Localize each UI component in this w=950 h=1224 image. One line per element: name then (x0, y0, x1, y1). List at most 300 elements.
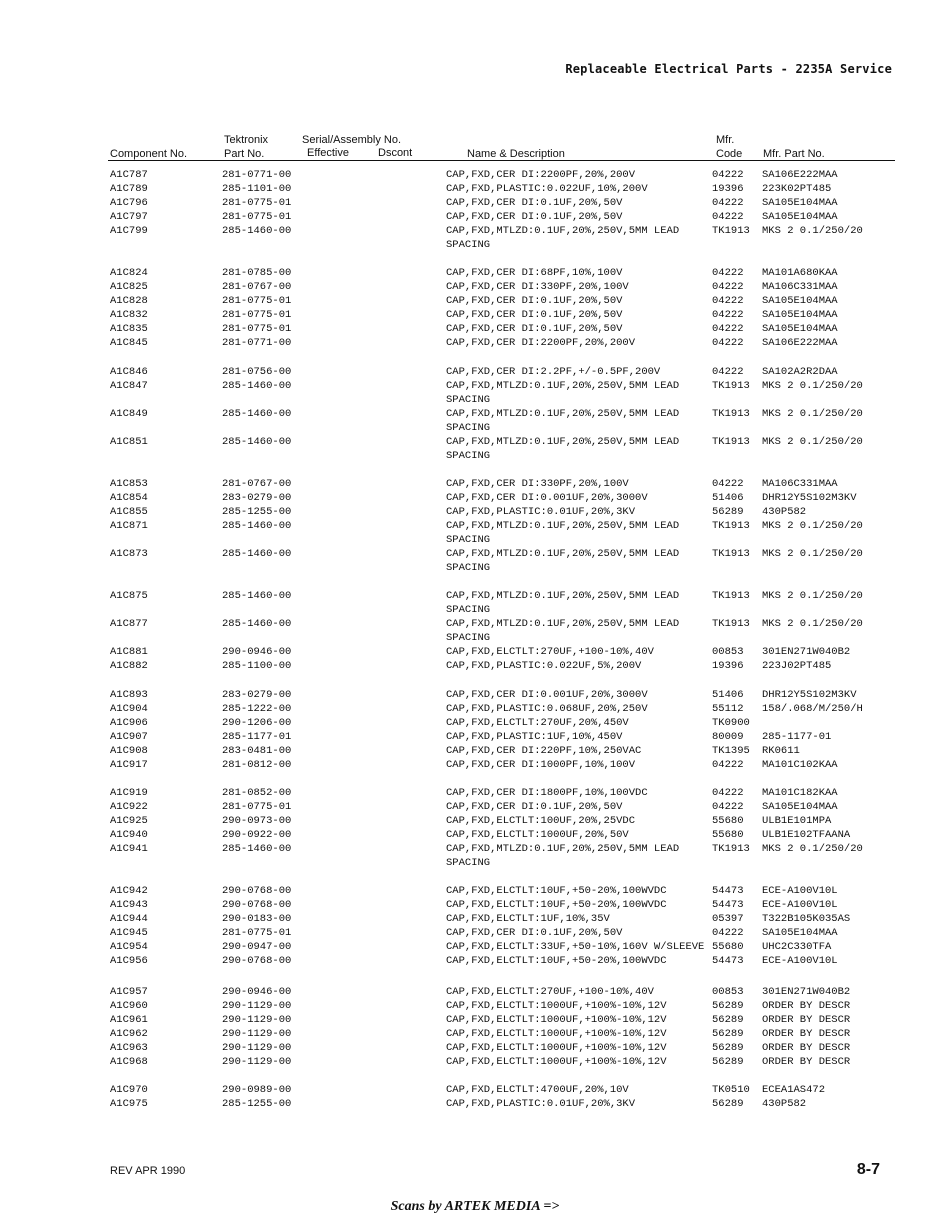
mfr-code: 04222 (712, 323, 744, 335)
component-no: A1C908 (110, 745, 148, 757)
description-continued: SPACING (446, 534, 491, 546)
part-no: 285-1101-00 (222, 183, 292, 195)
mfr-code: TK1913 (712, 408, 750, 420)
description: CAP,FXD,ELCTLT:100UF,20%,25VDC (446, 815, 636, 827)
table-row (0, 659, 950, 673)
part-no: 285-1100-00 (222, 660, 292, 672)
description: CAP,FXD,PLASTIC:0.022UF,5%,200V (446, 660, 642, 672)
mfr-part-no: 301EN271W040B2 (762, 986, 851, 998)
mfr-part-no: SA105E104MAA (762, 295, 838, 307)
component-no: A1C925 (110, 815, 148, 827)
part-no: 281-0775-01 (222, 197, 292, 209)
mfr-code: 55680 (712, 829, 744, 841)
mfr-code: 04222 (712, 267, 744, 279)
part-no: 281-0812-00 (222, 759, 292, 771)
table-row (0, 702, 950, 716)
mfr-code: 04222 (712, 801, 744, 813)
description: CAP,FXD,ELCTLT:1000UF,+100%-10%,12V (446, 1056, 667, 1068)
component-no: A1C960 (110, 1000, 148, 1012)
mfr-code: 19396 (712, 183, 744, 195)
scan-credit: Scans by ARTEK MEDIA => (390, 1199, 560, 1214)
component-no: A1C854 (110, 492, 148, 504)
mfr-part-no: 223J02PT485 (762, 660, 832, 672)
table-row (0, 379, 950, 407)
mfr-code: TK1913 (712, 843, 750, 855)
part-no: 281-0767-00 (222, 281, 292, 293)
description-continued: SPACING (446, 632, 491, 644)
description: CAP,FXD,ELCTLT:1000UF,20%,50V (446, 829, 629, 841)
component-no: A1C919 (110, 787, 148, 799)
component-no: A1C855 (110, 506, 148, 518)
part-no: 283-0279-00 (222, 492, 292, 504)
component-no: A1C799 (110, 225, 148, 237)
component-no: A1C941 (110, 843, 148, 855)
component-no: A1C940 (110, 829, 148, 841)
description: CAP,FXD,CER DI:0.1UF,20%,50V (446, 197, 623, 209)
col-part-no: Part No. (224, 148, 265, 160)
description: CAP,FXD,CER DI:0.1UF,20%,50V (446, 211, 623, 223)
table-row (0, 985, 950, 999)
description: CAP,FXD,CER DI:0.1UF,20%,50V (446, 323, 623, 335)
table-row (0, 308, 950, 322)
mfr-part-no: MKS 2 0.1/250/20 (762, 843, 863, 855)
description: CAP,FXD,CER DI:220PF,10%,250VAC (446, 745, 642, 757)
table-row (0, 814, 950, 828)
mfr-part-no: SA105E104MAA (762, 197, 838, 209)
mfr-code: TK1913 (712, 590, 750, 602)
mfr-part-no: MA106C331MAA (762, 478, 838, 490)
part-no: 281-0756-00 (222, 366, 292, 378)
description: CAP,FXD,CER DI:0.1UF,20%,50V (446, 801, 623, 813)
component-no: A1C881 (110, 646, 148, 658)
mfr-part-no: 430P582 (762, 1098, 807, 1110)
description-continued: SPACING (446, 604, 491, 616)
description: CAP,FXD,CER DI:68PF,10%,100V (446, 267, 623, 279)
component-no: A1C943 (110, 899, 148, 911)
table-row (0, 547, 950, 575)
description: CAP,FXD,MTLZD:0.1UF,20%,250V,5MM LEAD (446, 225, 680, 237)
description: CAP,FXD,MTLZD:0.1UF,20%,250V,5MM LEAD (446, 520, 680, 532)
mfr-code: 51406 (712, 689, 744, 701)
table-row (0, 294, 950, 308)
description: CAP,FXD,PLASTIC:0.01UF,20%,3KV (446, 1098, 636, 1110)
mfr-code: 04222 (712, 197, 744, 209)
mfr-part-no: ECE-A100V10L (762, 899, 838, 911)
description: CAP,FXD,ELCTLT:1000UF,+100%-10%,12V (446, 1000, 667, 1012)
table-row (0, 1027, 950, 1041)
part-no: 281-0852-00 (222, 787, 292, 799)
description: CAP,FXD,ELCTLT:33UF,+50-10%,160V W/SLEEVE (446, 941, 705, 953)
table-row (0, 477, 950, 491)
table-row (0, 435, 950, 463)
col-mfr-code: Code (716, 148, 743, 160)
col-serial: Serial/Assembly No. (302, 134, 402, 146)
mfr-code: 04222 (712, 927, 744, 939)
part-no: 281-0775-01 (222, 927, 292, 939)
part-no: 290-1129-00 (222, 1000, 292, 1012)
component-no: A1C825 (110, 281, 148, 293)
component-no: A1C847 (110, 380, 148, 392)
mfr-part-no: MKS 2 0.1/250/20 (762, 380, 863, 392)
mfr-code: 04222 (712, 337, 744, 349)
mfr-code: TK1913 (712, 618, 750, 630)
component-no: A1C789 (110, 183, 148, 195)
mfr-code: 00853 (712, 646, 744, 658)
table-row (0, 1097, 950, 1111)
description: CAP,FXD,MTLZD:0.1UF,20%,250V,5MM LEAD (446, 380, 680, 392)
part-no: 281-0775-01 (222, 309, 292, 321)
mfr-code: 56289 (712, 1056, 744, 1068)
mfr-code: 56289 (712, 1042, 744, 1054)
component-no: A1C917 (110, 759, 148, 771)
mfr-part-no: SA105E104MAA (762, 927, 838, 939)
part-no: 290-0973-00 (222, 815, 292, 827)
table-row (0, 491, 950, 505)
mfr-part-no: 223K02PT485 (762, 183, 832, 195)
part-no: 290-0183-00 (222, 913, 292, 925)
description: CAP,FXD,ELCTLT:1UF,10%,35V (446, 913, 610, 925)
part-no: 285-1460-00 (222, 408, 292, 420)
table-row (0, 926, 950, 940)
page-number: 8-7 (856, 1161, 880, 1178)
col-tektronix: Tektronix (224, 134, 269, 146)
description: CAP,FXD,MTLZD:0.1UF,20%,250V,5MM LEAD (446, 436, 680, 448)
mfr-code: 54473 (712, 955, 744, 967)
mfr-code: 04222 (712, 281, 744, 293)
mfr-code: TK1913 (712, 380, 750, 392)
mfr-part-no: ECE-A100V10L (762, 885, 838, 897)
part-no: 285-1255-00 (222, 506, 292, 518)
part-no: 290-0989-00 (222, 1084, 292, 1096)
description: CAP,FXD,MTLZD:0.1UF,20%,250V,5MM LEAD (446, 618, 680, 630)
table-row (0, 842, 950, 870)
mfr-part-no: 285-1177-01 (762, 731, 832, 743)
table-row (0, 954, 950, 968)
table-row (0, 519, 950, 547)
description-continued: SPACING (446, 239, 491, 251)
mfr-part-no: MKS 2 0.1/250/20 (762, 590, 863, 602)
mfr-code: 04222 (712, 366, 744, 378)
description: CAP,FXD,CER DI:1000PF,10%,100V (446, 759, 636, 771)
component-no: A1C975 (110, 1098, 148, 1110)
mfr-part-no: MKS 2 0.1/250/20 (762, 436, 863, 448)
mfr-part-no: ORDER BY DESCR (762, 1042, 851, 1054)
table-row (0, 716, 950, 730)
description: CAP,FXD,ELCTLT:4700UF,20%,10V (446, 1084, 629, 1096)
mfr-code: TK1913 (712, 225, 750, 237)
description: CAP,FXD,CER DI:0.1UF,20%,50V (446, 295, 623, 307)
mfr-code: 56289 (712, 1000, 744, 1012)
mfr-code: TK1395 (712, 745, 750, 757)
part-no: 290-1129-00 (222, 1014, 292, 1026)
component-no: A1C845 (110, 337, 148, 349)
mfr-code: 56289 (712, 1014, 744, 1026)
part-no: 281-0775-01 (222, 801, 292, 813)
mfr-part-no: SA105E104MAA (762, 309, 838, 321)
mfr-part-no: MKS 2 0.1/250/20 (762, 520, 863, 532)
component-no: A1C922 (110, 801, 148, 813)
component-no: A1C962 (110, 1028, 148, 1040)
table-row (0, 336, 950, 350)
part-no: 290-0946-00 (222, 986, 292, 998)
description: CAP,FXD,PLASTIC:0.068UF,20%,250V (446, 703, 648, 715)
table-row (0, 322, 950, 336)
description: CAP,FXD,PLASTIC:0.022UF,10%,200V (446, 183, 648, 195)
component-no: A1C796 (110, 197, 148, 209)
table-row (0, 828, 950, 842)
table-row (0, 365, 950, 379)
mfr-part-no: SA105E104MAA (762, 323, 838, 335)
mfr-code: TK0510 (712, 1084, 750, 1096)
description: CAP,FXD,ELCTLT:1000UF,+100%-10%,12V (446, 1014, 667, 1026)
component-no: A1C942 (110, 885, 148, 897)
col-dscont: Dscont (378, 147, 413, 159)
mfr-part-no: MA101A680KAA (762, 267, 838, 279)
description: CAP,FXD,MTLZD:0.1UF,20%,250V,5MM LEAD (446, 843, 680, 855)
table-row (0, 786, 950, 800)
part-no: 285-1460-00 (222, 380, 292, 392)
description: CAP,FXD,ELCTLT:10UF,+50-20%,100WVDC (446, 885, 667, 897)
table-row (0, 744, 950, 758)
component-no: A1C787 (110, 169, 148, 181)
description: CAP,FXD,ELCTLT:1000UF,+100%-10%,12V (446, 1028, 667, 1040)
part-no: 281-0767-00 (222, 478, 292, 490)
mfr-part-no: DHR12Y5S102M3KV (762, 492, 857, 504)
component-no: A1C871 (110, 520, 148, 532)
part-no: 281-0785-00 (222, 267, 292, 279)
mfr-part-no: SA106E222MAA (762, 337, 838, 349)
mfr-part-no: MKS 2 0.1/250/20 (762, 548, 863, 560)
mfr-part-no: 301EN271W040B2 (762, 646, 851, 658)
table-row (0, 168, 950, 182)
part-no: 285-1255-00 (222, 1098, 292, 1110)
description-continued: SPACING (446, 562, 491, 574)
table-row (0, 1041, 950, 1055)
part-no: 290-1129-00 (222, 1056, 292, 1068)
mfr-part-no: ORDER BY DESCR (762, 1056, 851, 1068)
component-no: A1C956 (110, 955, 148, 967)
table-row (0, 210, 950, 224)
mfr-code: 19396 (712, 660, 744, 672)
table-row (0, 730, 950, 744)
part-no: 290-0922-00 (222, 829, 292, 841)
component-no: A1C957 (110, 986, 148, 998)
mfr-part-no: 430P582 (762, 506, 807, 518)
description-continued: SPACING (446, 857, 491, 869)
part-no: 285-1460-00 (222, 548, 292, 560)
description: CAP,FXD,CER DI:0.1UF,20%,50V (446, 309, 623, 321)
part-no: 285-1460-00 (222, 436, 292, 448)
mfr-part-no: MKS 2 0.1/250/20 (762, 225, 863, 237)
table-row (0, 224, 950, 252)
col-mfr: Mfr. (716, 134, 735, 146)
description: CAP,FXD,PLASTIC:0.01UF,20%,3KV (446, 506, 636, 518)
mfr-code: 04222 (712, 478, 744, 490)
table-row (0, 800, 950, 814)
mfr-part-no: SA102A2R2DAA (762, 366, 838, 378)
part-no: 290-0947-00 (222, 941, 292, 953)
component-no: A1C963 (110, 1042, 148, 1054)
description: CAP,FXD,PLASTIC:1UF,10%,450V (446, 731, 623, 743)
mfr-code: 56289 (712, 506, 744, 518)
description-continued: SPACING (446, 394, 491, 406)
description: CAP,FXD,CER DI:0.1UF,20%,50V (446, 927, 623, 939)
component-no: A1C893 (110, 689, 148, 701)
mfr-code: 55112 (712, 703, 744, 715)
component-no: A1C944 (110, 913, 148, 925)
part-no: 283-0279-00 (222, 689, 292, 701)
page-header-title: Replaceable Electrical Parts - 2235A Service (565, 62, 892, 76)
part-no: 281-0775-01 (222, 211, 292, 223)
col-effective: Effective (307, 147, 349, 159)
component-no: A1C828 (110, 295, 148, 307)
part-no: 290-0768-00 (222, 885, 292, 897)
table-row (0, 1055, 950, 1069)
component-no: A1C846 (110, 366, 148, 378)
description: CAP,FXD,CER DI:1800PF,10%,100VDC (446, 787, 648, 799)
table-row (0, 999, 950, 1013)
part-no: 281-0775-01 (222, 323, 292, 335)
component-no: A1C906 (110, 717, 148, 729)
mfr-code: 51406 (712, 492, 744, 504)
mfr-part-no: ULB1E102TFAANA (762, 829, 851, 841)
component-no: A1C877 (110, 618, 148, 630)
component-no: A1C853 (110, 478, 148, 490)
component-no: A1C835 (110, 323, 148, 335)
mfr-code: 56289 (712, 1028, 744, 1040)
component-no: A1C968 (110, 1056, 148, 1068)
mfr-code: TK1913 (712, 548, 750, 560)
description: CAP,FXD,MTLZD:0.1UF,20%,250V,5MM LEAD (446, 590, 680, 602)
mfr-code: 04222 (712, 295, 744, 307)
component-no: A1C873 (110, 548, 148, 560)
mfr-part-no: ULB1E101MPA (762, 815, 832, 827)
part-no: 285-1222-00 (222, 703, 292, 715)
description: CAP,FXD,ELCTLT:1000UF,+100%-10%,12V (446, 1042, 667, 1054)
part-no: 285-1460-00 (222, 618, 292, 630)
component-no: A1C945 (110, 927, 148, 939)
component-no: A1C824 (110, 267, 148, 279)
description: CAP,FXD,ELCTLT:270UF,+100-10%,40V (446, 986, 654, 998)
description: CAP,FXD,ELCTLT:270UF,20%,450V (446, 717, 629, 729)
description: CAP,FXD,CER DI:0.001UF,20%,3000V (446, 689, 648, 701)
part-no: 285-1460-00 (222, 590, 292, 602)
mfr-part-no: ECE-A100V10L (762, 955, 838, 967)
description: CAP,FXD,MTLZD:0.1UF,20%,250V,5MM LEAD (446, 408, 680, 420)
mfr-code: 00853 (712, 986, 744, 998)
part-no: 281-0775-01 (222, 295, 292, 307)
part-no: 285-1177-01 (222, 731, 292, 743)
component-no: A1C849 (110, 408, 148, 420)
component-no: A1C904 (110, 703, 148, 715)
mfr-code: 54473 (712, 885, 744, 897)
mfr-part-no: RK0611 (762, 745, 800, 757)
table-row (0, 1013, 950, 1027)
component-no: A1C961 (110, 1014, 148, 1026)
mfr-code: 55680 (712, 941, 744, 953)
part-no: 281-0771-00 (222, 169, 292, 181)
mfr-part-no: ORDER BY DESCR (762, 1000, 851, 1012)
mfr-part-no: SA105E104MAA (762, 211, 838, 223)
part-no: 290-1129-00 (222, 1042, 292, 1054)
component-no: A1C851 (110, 436, 148, 448)
mfr-code: 54473 (712, 899, 744, 911)
table-row (0, 266, 950, 280)
part-no: 285-1460-00 (222, 843, 292, 855)
component-no: A1C882 (110, 660, 148, 672)
table-row (0, 645, 950, 659)
description: CAP,FXD,CER DI:2200PF,20%,200V (446, 169, 636, 181)
table-row (0, 898, 950, 912)
part-no: 290-0768-00 (222, 955, 292, 967)
mfr-code: 04222 (712, 787, 744, 799)
table-row (0, 884, 950, 898)
part-no: 290-1129-00 (222, 1028, 292, 1040)
mfr-code: TK0900 (712, 717, 750, 729)
table-row (0, 407, 950, 435)
component-no: A1C797 (110, 211, 148, 223)
table-row (0, 182, 950, 196)
description: CAP,FXD,CER DI:330PF,20%,100V (446, 281, 629, 293)
mfr-code: 04222 (712, 169, 744, 181)
table-row (0, 1083, 950, 1097)
revision-date: REV APR 1990 (110, 1165, 186, 1177)
description: CAP,FXD,ELCTLT:10UF,+50-20%,100WVDC (446, 899, 667, 911)
mfr-code: 55680 (712, 815, 744, 827)
mfr-part-no: MA101C182KAA (762, 787, 838, 799)
description: CAP,FXD,CER DI:0.001UF,20%,3000V (446, 492, 648, 504)
part-no: 285-1460-00 (222, 225, 292, 237)
mfr-part-no: DHR12Y5S102M3KV (762, 689, 857, 701)
description: CAP,FXD,ELCTLT:270UF,+100-10%,40V (446, 646, 654, 658)
mfr-part-no: SA106E222MAA (762, 169, 838, 181)
mfr-part-no: UHC2C330TFA (762, 941, 832, 953)
mfr-code: 80009 (712, 731, 744, 743)
description: CAP,FXD,CER DI:2200PF,20%,200V (446, 337, 636, 349)
table-row (0, 505, 950, 519)
mfr-part-no: ECEA1AS472 (762, 1084, 826, 1096)
mfr-part-no: ORDER BY DESCR (762, 1028, 851, 1040)
mfr-code: TK1913 (712, 436, 750, 448)
mfr-code: 05397 (712, 913, 744, 925)
table-row (0, 589, 950, 617)
table-row (0, 758, 950, 772)
column-headers (0, 133, 950, 163)
mfr-code: 04222 (712, 759, 744, 771)
mfr-part-no: MA101C102KAA (762, 759, 838, 771)
component-no: A1C907 (110, 731, 148, 743)
component-no: A1C875 (110, 590, 148, 602)
mfr-part-no: T322B105K035AS (762, 913, 851, 925)
mfr-code: 56289 (712, 1098, 744, 1110)
part-no: 283-0481-00 (222, 745, 292, 757)
component-no: A1C954 (110, 941, 148, 953)
mfr-part-no: MKS 2 0.1/250/20 (762, 408, 863, 420)
description-continued: SPACING (446, 422, 491, 434)
component-no: A1C832 (110, 309, 148, 321)
part-no: 290-1206-00 (222, 717, 292, 729)
description-continued: SPACING (446, 450, 491, 462)
header-rule (108, 160, 895, 161)
mfr-code: 04222 (712, 309, 744, 321)
col-name-desc: Name & Description (467, 148, 565, 160)
part-no: 281-0771-00 (222, 337, 292, 349)
mfr-part-no: 158/.068/M/250/H (762, 703, 863, 715)
mfr-code: TK1913 (712, 520, 750, 532)
mfr-part-no: MA106C331MAA (762, 281, 838, 293)
table-row (0, 912, 950, 926)
description: CAP,FXD,CER DI:2.2PF,+/-0.5PF,200V (446, 366, 661, 378)
